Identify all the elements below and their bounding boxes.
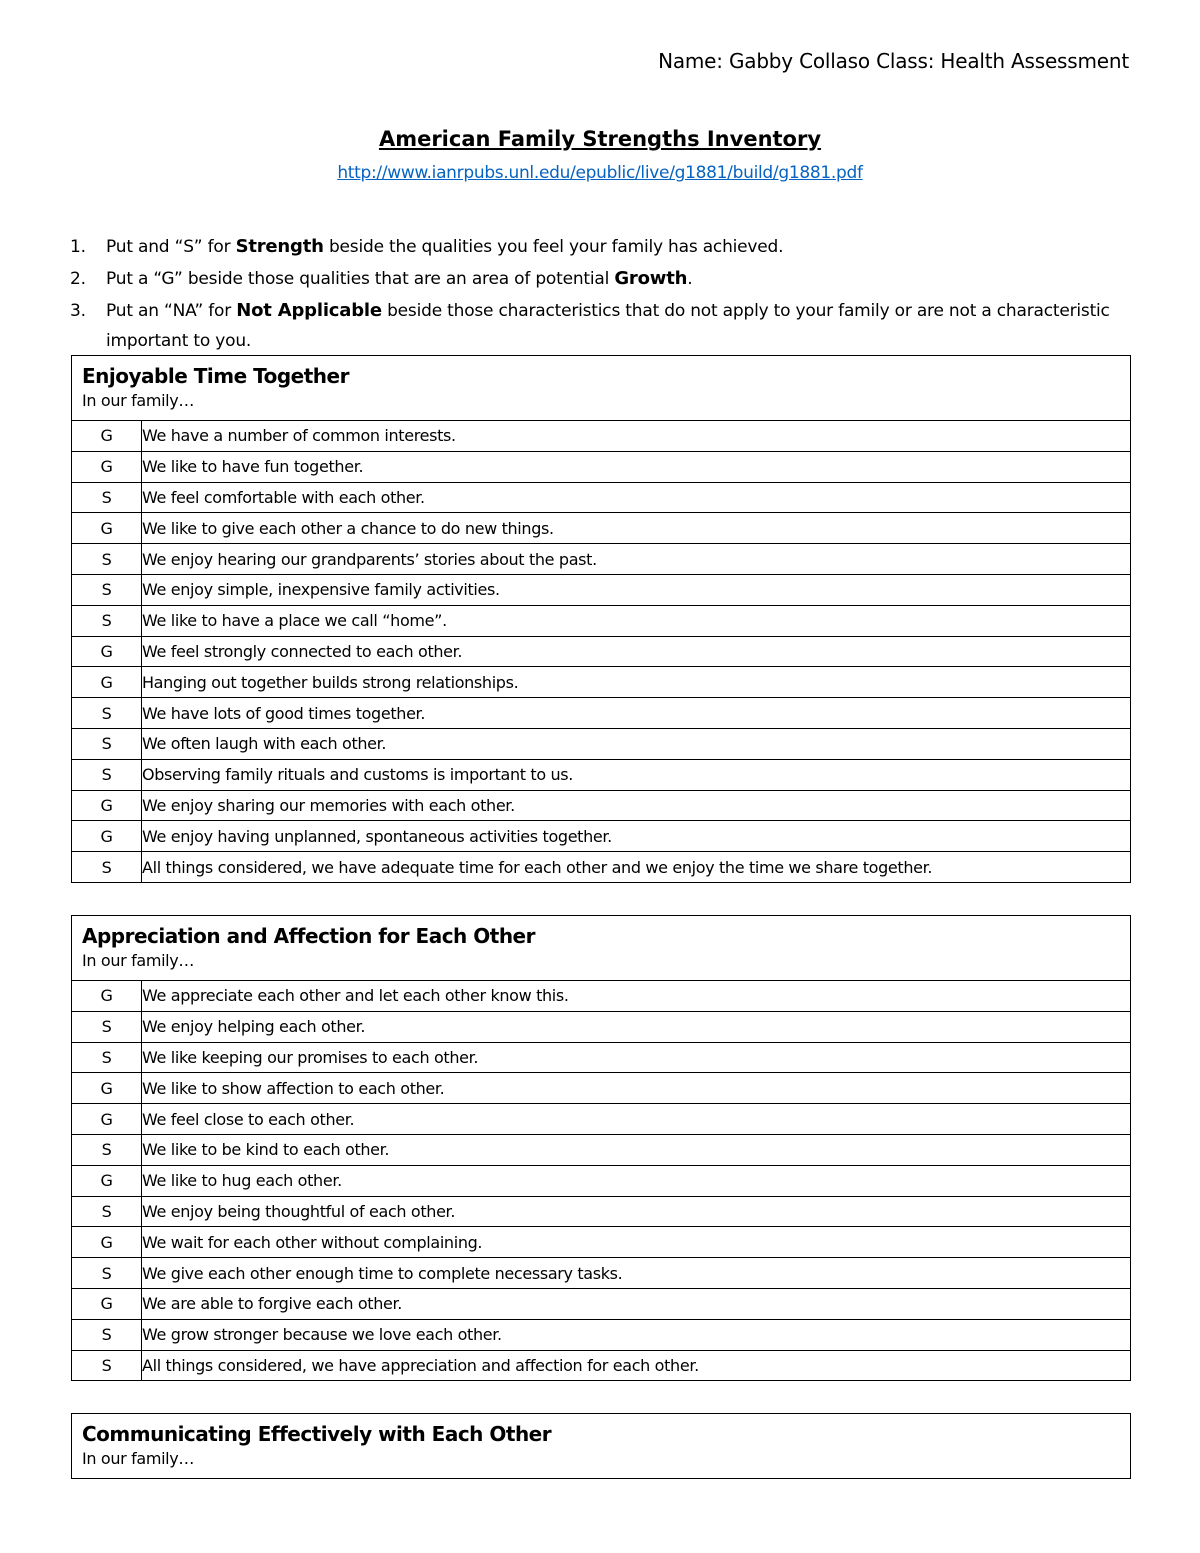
table-row xyxy=(72,1011,1131,1042)
table-row xyxy=(72,1258,1131,1289)
answer-cell[interactable]: S xyxy=(72,482,142,513)
answer-cell[interactable]: G xyxy=(72,981,142,1012)
quality-statement: We like to have fun together. xyxy=(142,451,1131,482)
quality-statement: We feel comfortable with each other. xyxy=(142,482,1131,513)
quality-statement: We often laugh with each other. xyxy=(142,728,1131,759)
instruction-number: 3. xyxy=(70,301,86,321)
answer-cell[interactable]: S xyxy=(72,1258,142,1289)
table-row xyxy=(72,1073,1131,1104)
section-subtitle: In our family… xyxy=(82,1449,195,1468)
answer-cell[interactable]: G xyxy=(72,1073,142,1104)
answer-cell[interactable]: S xyxy=(72,544,142,575)
answer-cell[interactable]: G xyxy=(72,451,142,482)
quality-statement: We grow stronger because we love each other. xyxy=(142,1319,1131,1350)
quality-statement: We wait for each other without complaining. xyxy=(142,1227,1131,1258)
quality-statement: All things considered, we have adequate time for each other and we enjoy the time we share together. xyxy=(142,852,1131,883)
answer-cell[interactable]: S xyxy=(72,1319,142,1350)
table-row xyxy=(72,852,1131,883)
table-row xyxy=(72,574,1131,605)
table-row xyxy=(72,1165,1131,1196)
quality-statement: We like to hug each other. xyxy=(142,1165,1131,1196)
answer-cell[interactable]: S xyxy=(72,1042,142,1073)
answer-cell[interactable]: G xyxy=(72,821,142,852)
table-row xyxy=(72,759,1131,790)
quality-statement: We like to give each other a chance to do new things. xyxy=(142,513,1131,544)
answer-cell[interactable]: S xyxy=(72,605,142,636)
section-subtitle: In our family… xyxy=(82,951,195,970)
instruction-item: 3. Put an “NA” for Not Applicable beside those characteristics that do not apply to your family or are not a characteristic important to you. xyxy=(70,296,1130,356)
instruction-number: 2. xyxy=(70,269,86,289)
table-row xyxy=(72,421,1131,452)
instructions-list xyxy=(70,232,1130,358)
table-row xyxy=(72,1134,1131,1165)
table-row xyxy=(72,513,1131,544)
answer-cell[interactable]: S xyxy=(72,698,142,729)
section-subtitle: In our family… xyxy=(82,391,195,410)
quality-statement: We enjoy having unplanned, spontaneous activities together. xyxy=(142,821,1131,852)
quality-statement: All things considered, we have appreciation and affection for each other. xyxy=(142,1350,1131,1381)
quality-statement: We feel close to each other. xyxy=(142,1104,1131,1135)
answer-cell[interactable]: S xyxy=(72,1196,142,1227)
answer-cell[interactable]: G xyxy=(72,421,142,452)
answer-cell[interactable]: G xyxy=(72,790,142,821)
section-table xyxy=(71,915,1131,1381)
quality-statement: Observing family rituals and customs is important to us. xyxy=(142,759,1131,790)
quality-statement: Hanging out together builds strong relationships. xyxy=(142,667,1131,698)
instruction-item: 2. Put a “G” beside those qualities that are an area of potential Growth. xyxy=(70,264,1130,294)
quality-statement: We give each other enough time to complete necessary tasks. xyxy=(142,1258,1131,1289)
answer-cell[interactable]: G xyxy=(72,1288,142,1319)
quality-statement: We appreciate each other and let each other know this. xyxy=(142,981,1131,1012)
answer-cell[interactable]: G xyxy=(72,667,142,698)
quality-statement: We like to be kind to each other. xyxy=(142,1134,1131,1165)
answer-cell[interactable]: S xyxy=(72,728,142,759)
instruction-item: 1. Put and “S” for Strength beside the qualities you feel your family has achieved. xyxy=(70,232,1130,262)
table-row xyxy=(72,605,1131,636)
table-row xyxy=(72,451,1131,482)
table-row xyxy=(72,1042,1131,1073)
answer-cell[interactable]: G xyxy=(72,1165,142,1196)
answer-cell[interactable]: S xyxy=(72,759,142,790)
answer-cell[interactable]: G xyxy=(72,636,142,667)
section-title: Communicating Effectively with Each Other xyxy=(82,1422,552,1446)
table-row xyxy=(72,728,1131,759)
table-row xyxy=(72,1350,1131,1381)
source-link[interactable]: http://www.ianrpubs.unl.edu/epublic/live/g1881/build/g1881.pdf xyxy=(337,163,863,183)
answer-cell[interactable]: G xyxy=(72,513,142,544)
quality-statement: We enjoy hearing our grandparents’ stories about the past. xyxy=(142,544,1131,575)
answer-cell[interactable]: S xyxy=(72,852,142,883)
table-row xyxy=(72,1196,1131,1227)
answer-cell[interactable]: S xyxy=(72,574,142,605)
quality-statement: We feel strongly connected to each other. xyxy=(142,636,1131,667)
name-class-line: Name: Gabby Collaso Class: Health Assessment xyxy=(658,49,1129,73)
section-title: Appreciation and Affection for Each Other xyxy=(82,924,535,948)
table-row xyxy=(72,1104,1131,1135)
quality-statement: We like to have a place we call “home”. xyxy=(142,605,1131,636)
section-title: Enjoyable Time Together xyxy=(82,364,349,388)
table-row xyxy=(72,1319,1131,1350)
table-row xyxy=(72,482,1131,513)
quality-statement: We have lots of good times together. xyxy=(142,698,1131,729)
document-title: American Family Strengths Inventory xyxy=(378,127,822,151)
section-table xyxy=(71,1413,1131,1479)
quality-statement: We like keeping our promises to each other. xyxy=(142,1042,1131,1073)
answer-cell[interactable]: S xyxy=(72,1350,142,1381)
table-row xyxy=(72,667,1131,698)
section-header xyxy=(72,356,1131,421)
table-row xyxy=(72,821,1131,852)
table-row xyxy=(72,1227,1131,1258)
answer-cell[interactable]: G xyxy=(72,1104,142,1135)
quality-statement: We enjoy sharing our memories with each other. xyxy=(142,790,1131,821)
answer-cell[interactable]: S xyxy=(72,1011,142,1042)
quality-statement: We have a number of common interests. xyxy=(142,421,1131,452)
instruction-number: 1. xyxy=(70,237,86,257)
answer-cell[interactable]: G xyxy=(72,1227,142,1258)
quality-statement: We enjoy simple, inexpensive family activities. xyxy=(142,574,1131,605)
section-header xyxy=(72,1414,1131,1479)
table-row xyxy=(72,1288,1131,1319)
quality-statement: We enjoy helping each other. xyxy=(142,1011,1131,1042)
quality-statement: We are able to forgive each other. xyxy=(142,1288,1131,1319)
table-row xyxy=(72,981,1131,1012)
section-table xyxy=(71,355,1131,883)
table-row xyxy=(72,790,1131,821)
table-row xyxy=(72,698,1131,729)
quality-statement: We like to show affection to each other. xyxy=(142,1073,1131,1104)
answer-cell[interactable]: S xyxy=(72,1134,142,1165)
table-row xyxy=(72,544,1131,575)
section-header xyxy=(72,916,1131,981)
quality-statement: We enjoy being thoughtful of each other. xyxy=(142,1196,1131,1227)
table-row xyxy=(72,636,1131,667)
